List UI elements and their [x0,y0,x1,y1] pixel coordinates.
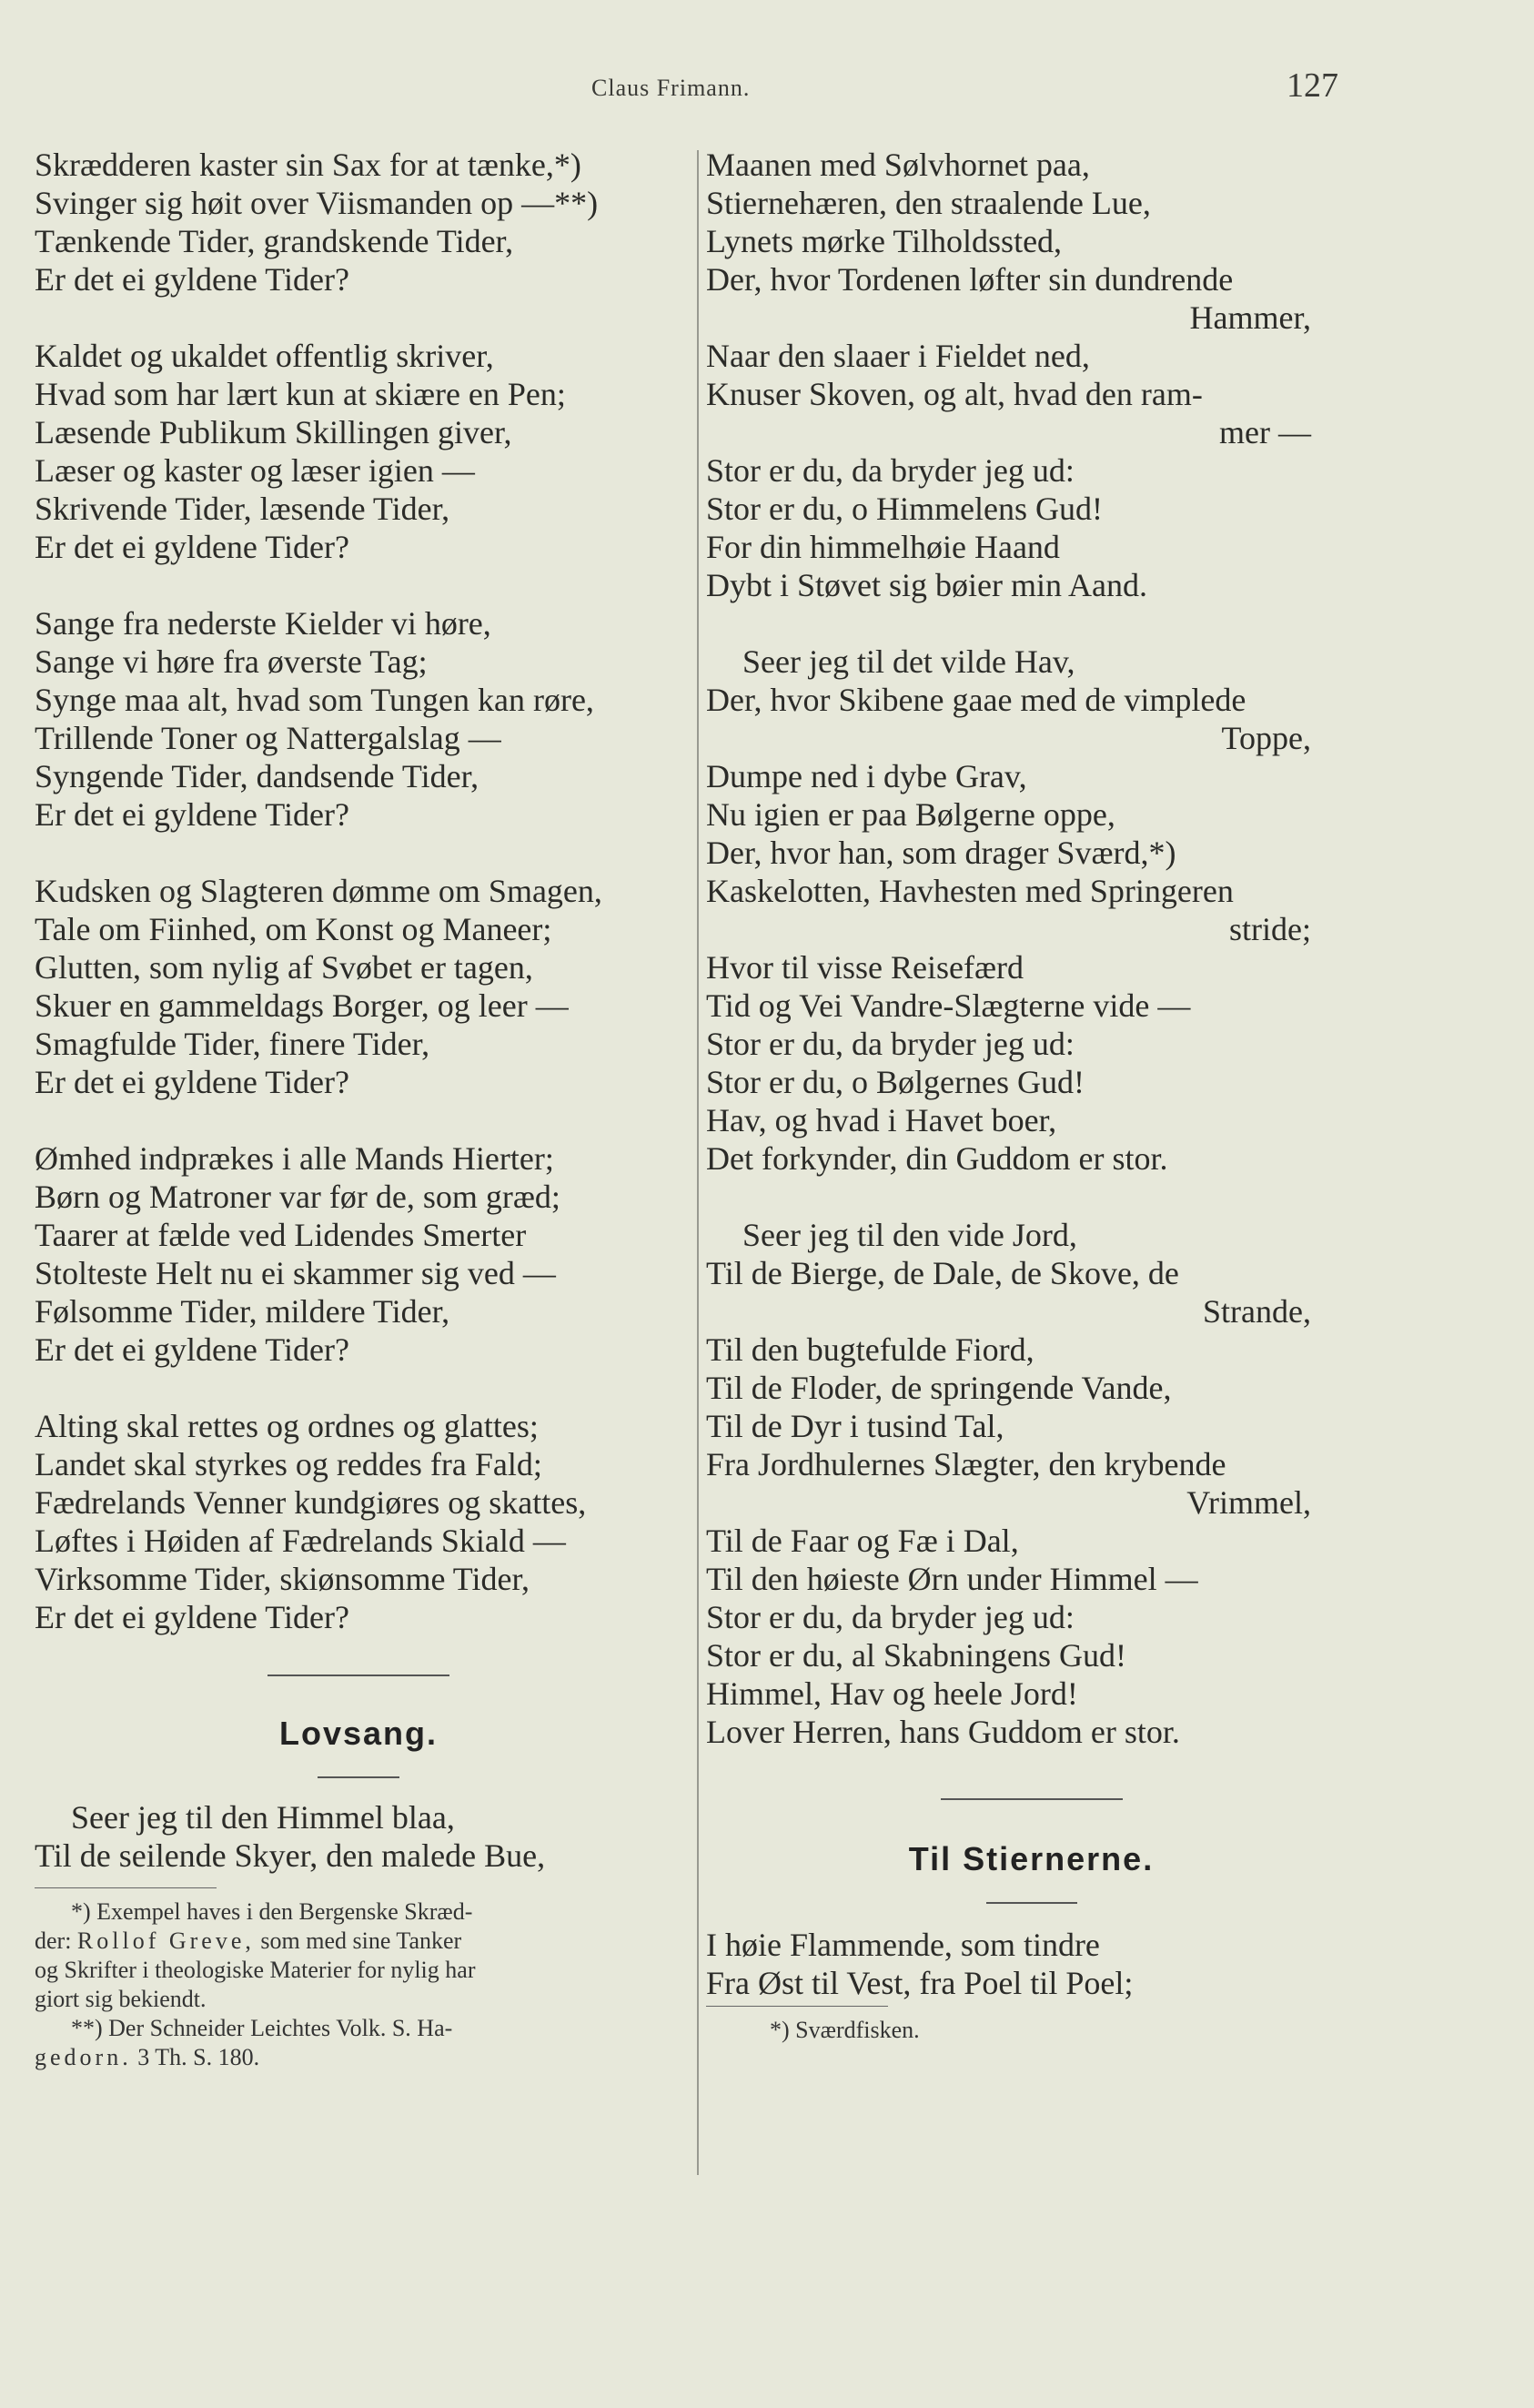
poem-line-wrap: mer — [1219,414,1311,450]
footnotes [35,1887,682,2072]
poem-line: Er det ei gyldene Tider? [35,1331,349,1368]
poem-line: Stor er du, da bryder jeg ud: [706,452,1075,489]
poem-line: Glutten, som nylig af Svøbet er tagen, [35,949,533,986]
poem-stanza [706,337,1357,413]
poem-line: Læsende Publikum Skillingen giver, [35,414,512,450]
poem-line: Smagfulde Tider, finere Tider, [35,1026,430,1062]
poem-line: Ømhed indprækes i alle Mands Hierter; [35,1140,554,1177]
poem-line: Stor er du, o Himmelens Gud! [706,491,1103,527]
poem-line-wrap: Vrimmel, [1186,1484,1311,1521]
poem-line: Fædrelands Venner kundgiøres og skattes, [35,1484,587,1521]
poem-line: Læser og kaster og læser igien — [35,452,475,489]
footnote-line: **) Der Schneider Leichtes Volk. S. Ha- [71,2015,453,2041]
poem-line: Fra Øst til Vest, fra Poel til Poel; [706,1965,1134,2001]
poem-stanza [706,1330,1357,1483]
column-divider [697,150,699,2175]
poem-line: Er det ei gyldene Tider? [35,261,349,298]
poem-line-wrap: Strande, [1203,1293,1311,1330]
poem-line: Lynets mørke Tilholdssted, [706,223,1063,259]
poem-line-wrap: Toppe, [1221,720,1311,756]
poem-line: Til de Bierge, de Dale, de Skove, de [706,1255,1179,1291]
poem-line: Seer jeg til det vilde Hav, [742,643,1075,680]
footnote-line: *) Sværdfisken. [770,2017,920,2043]
poem-line: Skuer en gammeldags Borger, og leer — [35,987,569,1024]
poem-stanza [706,642,1357,719]
left-column [35,146,682,2072]
poem-line: Virksomme Tider, skiønsomme Tider, [35,1561,530,1597]
poem-stanza [706,948,1357,1178]
poem-line: Maanen med Sølvhornet paa, [706,147,1090,183]
poem-line: Sange fra nederste Kielder vi høre, [35,605,491,642]
poem-line: Der, hvor han, som drager Sværd,*) [706,835,1176,871]
footnote-rule [35,1887,217,1888]
footnote-line: giort sig bekiendt. [35,1986,207,2012]
poem-line: Dumpe ned i dybe Grav, [706,758,1027,794]
poem-line: Lover Herren, hans Guddom er stor. [706,1714,1180,1750]
poem-line: Hav, og hvad i Havet boer, [706,1102,1057,1138]
poem-line: Skrædderen kaster sin Sax for at tænke,*) [35,147,581,183]
poem-line: Børn og Matroner var før de, som græd; [35,1179,560,1215]
footnote-line: der: Rollof Greve, som med sine Tanker [35,1927,462,1954]
poem-stanza [35,872,682,1101]
poem-line: I høie Flammende, som tindre [706,1927,1100,1963]
poem-line: Stolteste Helt nu ei skammer sig ved — [35,1255,556,1291]
running-title: Claus Frimann. [591,75,751,101]
poem-line: Trillende Toner og Nattergalslag — [35,720,501,756]
poem-line: Til den bugtefulde Fiord, [706,1331,1034,1368]
poem-stanza [35,337,682,566]
poem-line: Synge maa alt, hvad som Tungen kan røre, [35,682,594,718]
poem-stanza [706,1216,1357,1292]
poem-line: Er det ei gyldene Tider? [35,529,349,565]
footnote-line: *) Exempel haves i den Bergenske Skræd- [71,1898,473,1925]
poem-line: Stiernehæren, den straalende Lue, [706,185,1151,221]
poem-line: Kaskelotten, Havhesten med Springeren [706,873,1234,909]
poem-line: Alting skal rettes og ordnes og glattes; [35,1408,539,1444]
poem-line: Skrivende Tider, læsende Tider, [35,491,450,527]
poem-line: Seer jeg til den vide Jord, [742,1217,1077,1253]
poem-line: Knuser Skoven, og alt, hvad den ram- [706,376,1203,412]
poem-stanza [35,1139,682,1369]
poem-line: Til de Dyr i tusind Tal, [706,1408,1004,1444]
poem-line: Følsomme Tider, mildere Tider, [35,1293,450,1330]
poem-line: Tænkende Tider, grandskende Tider, [35,223,514,259]
poem-line: Stor er du, o Bølgernes Gud! [706,1064,1085,1100]
poem-line: Stor er du, da bryder jeg ud: [706,1026,1075,1062]
footnote-person-name: Rollof Greve, [76,1927,255,1954]
poem-line-wrap: Hammer, [1189,299,1311,336]
poem-line: Der, hvor Skibene gaae med de vimplede [706,682,1246,718]
poem-line: Er det ei gyldene Tider? [35,1599,349,1635]
section-rule [267,1674,449,1676]
poem-line: Hvad som har lært kun at skiære en Pen; [35,376,566,412]
poem-line: Tale om Fiinhed, om Konst og Maneer; [35,911,552,947]
footnote-line: og Skrifter i theologiske Materier for nylig har [35,1957,476,1983]
poem-line: Til de seilende Skyer, den malede Bue, [35,1837,546,1874]
poem-line: Kudsken og Slagteren dømme om Smagen, [35,873,602,909]
footnote-line: gedorn. 3 Th. S. 180. [35,2044,260,2070]
title-rule [318,1776,399,1778]
poem-line: Landet skal styrkes og reddes fra Fald; [35,1446,542,1482]
poem-line: Taarer at fælde ved Lidendes Smerter [35,1217,527,1253]
poem-stanza [706,757,1357,910]
title-rule [986,1902,1077,1904]
poem-line: Til de Floder, de springende Vande, [706,1370,1172,1406]
page-number: 127 [1287,66,1338,105]
right-column [706,146,1357,2045]
poem-line: Dybt i Støvet sig bøier min Aand. [706,567,1147,603]
poem-line: Det forkynder, din Guddom er stor. [706,1140,1168,1177]
poem-stanza [706,1522,1357,1751]
poem-line: Svinger sig høit over Viismanden op —**) [35,185,599,221]
poem-stanza [35,146,682,298]
poem-stanza [706,146,1357,298]
poem-line: Der, hvor Tordenen løfter sin dundrende [706,261,1234,298]
poem-line: Kaldet og ukaldet offentlig skriver, [35,338,494,374]
poem-line: Er det ei gyldene Tider? [35,1064,349,1100]
poem-line: Naar den slaaer i Fieldet ned, [706,338,1090,374]
poem-line: Er det ei gyldene Tider? [35,796,349,833]
footnotes [706,2006,1357,2045]
poem-line: Hvor til visse Reisefærd [706,949,1024,986]
poem-line: Stor er du, da bryder jeg ud: [706,1599,1075,1635]
section-title-til-stiernerne: Til Stiernerne. [908,1840,1155,1877]
poem-line: Løftes i Høiden af Fædrelands Skiald — [35,1523,566,1559]
poem-line: Fra Jordhulernes Slægter, den krybende [706,1446,1226,1482]
poem-line: Syngende Tider, dandsende Tider, [35,758,479,794]
poem-line: Til den høieste Ørn under Himmel — [706,1561,1198,1597]
poem-stanza [35,1407,682,1636]
poem-line: Seer jeg til den Himmel blaa, [71,1799,455,1836]
poem-line: Til de Faar og Fæ i Dal, [706,1523,1019,1559]
poem-line: Tid og Vei Vandre-Slægterne vide — [706,987,1191,1024]
poem-line: Sange vi høre fra øverste Tag; [35,643,428,680]
footnote-rule [706,2006,888,2007]
footnote-person-name: gedorn. [35,2044,132,2070]
poem-line: Nu igien er paa Bølgerne oppe, [706,796,1115,833]
poem-stanza [35,604,682,834]
poem-line-wrap: stride; [1229,911,1311,947]
poem-stanza [706,451,1357,604]
section-title-lovsang: Lovsang. [278,1715,439,1752]
poem-line: Stor er du, al Skabningens Gud! [706,1637,1126,1674]
section-rule [941,1798,1123,1800]
poem-line: For din himmelhøie Haand [706,529,1060,565]
poem-line: Himmel, Hav og heele Jord! [706,1675,1078,1712]
poem-stanzas [35,146,682,1636]
